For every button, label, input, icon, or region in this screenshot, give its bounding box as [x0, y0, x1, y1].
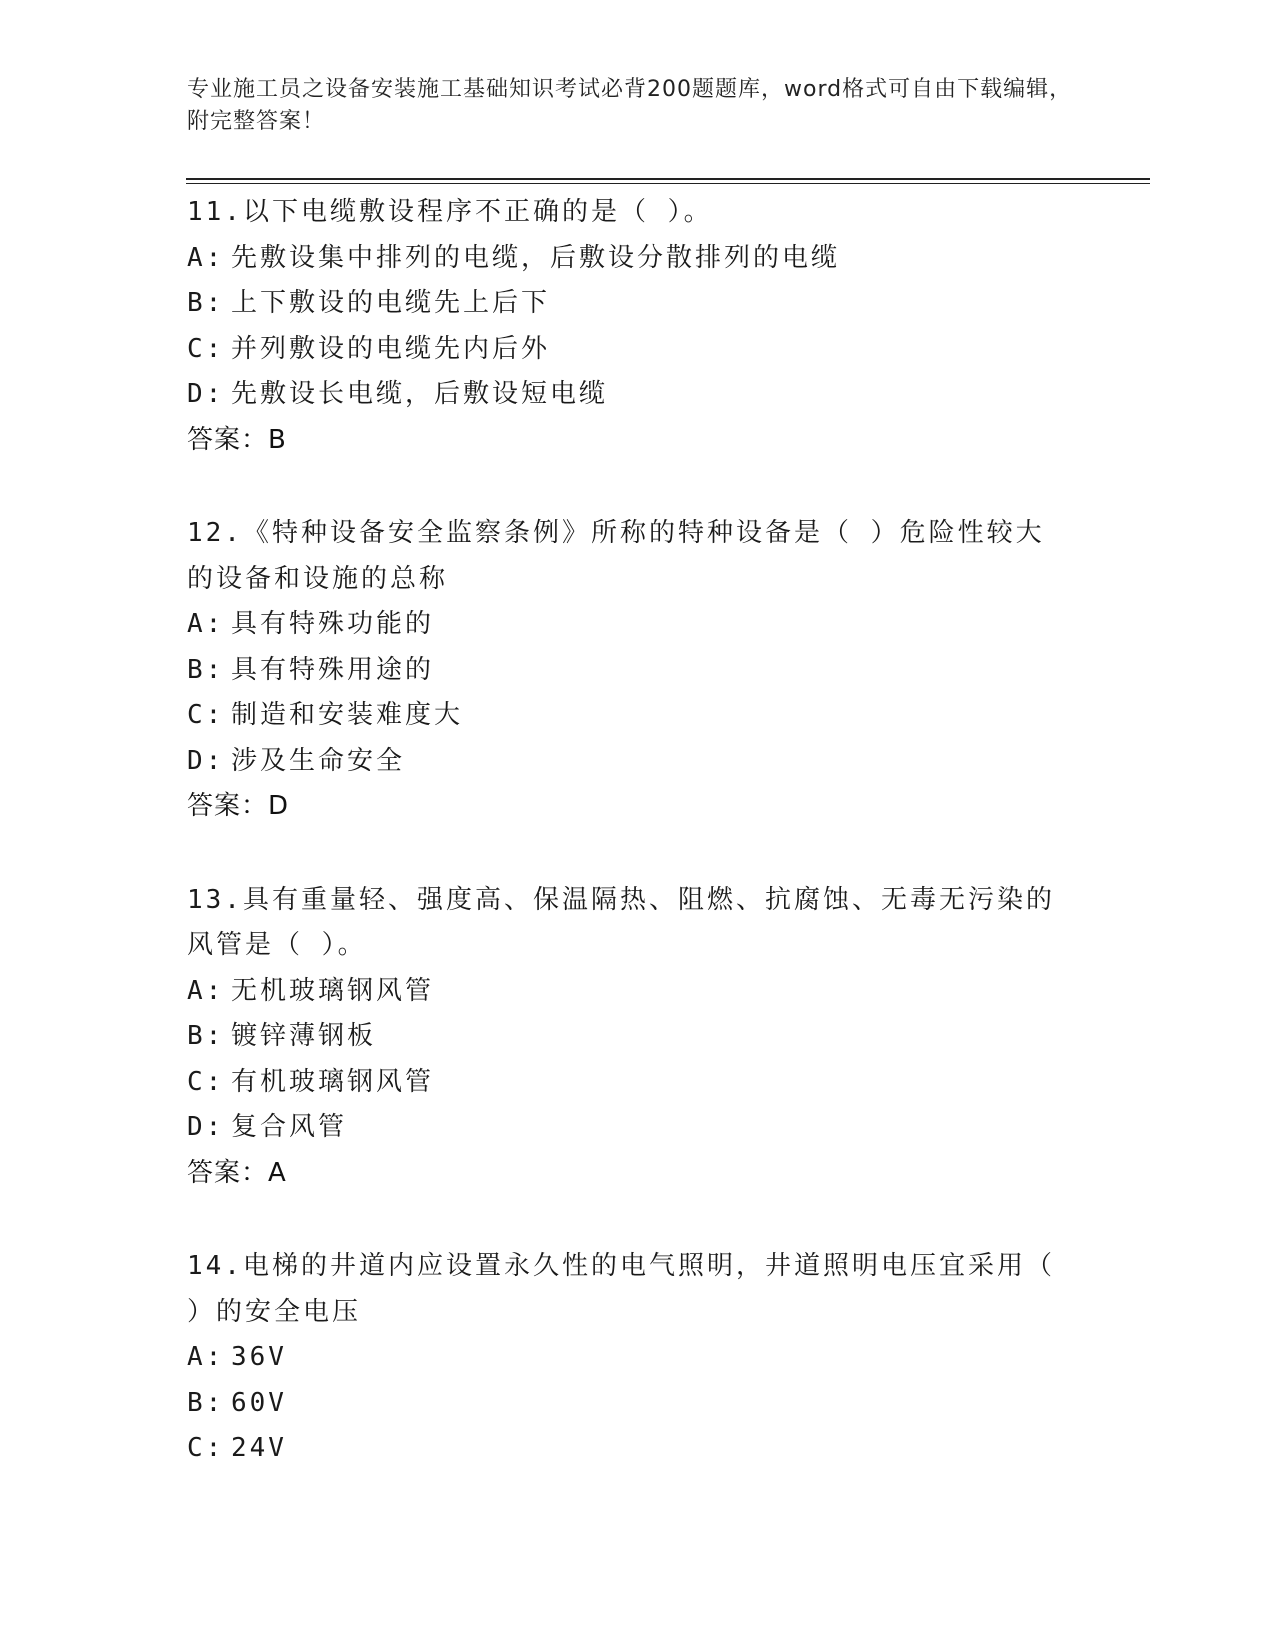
option-d [187, 1105, 1087, 1151]
option-letter: D: [187, 745, 225, 776]
option-d [187, 372, 1087, 418]
option-c [187, 327, 1087, 373]
header-divider-thick [186, 178, 1150, 180]
option-c [187, 1060, 1087, 1106]
option-b [187, 648, 1087, 694]
question-stem: 14.电梯的井道内应设置永久性的电气照明，井道照明电压宜采用（ ）的安全电压 [187, 1251, 1055, 1327]
option-letter: B: [187, 654, 225, 685]
option-a [187, 1335, 1087, 1381]
option-letter: C: [187, 333, 225, 364]
answer-line: 答案：B [187, 424, 287, 455]
option-text: 复合风管 [231, 1112, 348, 1142]
option-text: 36V [231, 1342, 287, 1372]
question-11 [187, 190, 1087, 463]
answer-line: 答案：A [187, 1157, 287, 1188]
option-text: 有机玻璃钢风管 [231, 1066, 435, 1097]
option-letter: C: [187, 1433, 225, 1463]
option-c [187, 1426, 1087, 1472]
question-12 [187, 511, 1087, 830]
option-letter: D: [187, 379, 225, 409]
option-letter: D: [187, 1112, 225, 1142]
header-divider-thin [186, 183, 1150, 184]
option-letter: A: [187, 1342, 225, 1372]
option-text: 制造和安装难度大 [231, 700, 464, 730]
option-text: 60V [231, 1387, 287, 1418]
option-c [187, 693, 1087, 739]
option-text: 具有特殊用途的 [231, 654, 435, 685]
option-letter: A: [187, 609, 225, 639]
question-14 [187, 1244, 1087, 1472]
option-b [187, 1014, 1087, 1060]
option-letter: B: [187, 1021, 225, 1051]
option-b [187, 1381, 1087, 1427]
option-text: 24V [231, 1433, 287, 1463]
option-text: 涉及生命安全 [231, 745, 406, 776]
option-d [187, 739, 1087, 785]
option-text: 具有特殊功能的 [231, 609, 435, 639]
question-13 [187, 878, 1087, 1197]
option-letter: C: [187, 1066, 225, 1097]
option-letter: C: [187, 700, 225, 730]
document-header: 专业施工员之设备安装施工基础知识考试必背200题题库，word格式可自由下载编辑，附完整答案！ [187, 77, 1073, 134]
option-text: 无机玻璃钢风管 [231, 975, 435, 1006]
option-b [187, 281, 1087, 327]
question-stem: 13.具有重量轻、强度高、保温隔热、阻燃、抗腐蚀、无毒无污染的风管是（ ）。 [187, 884, 1055, 960]
option-letter: A: [187, 242, 225, 273]
option-text: 镀锌薄钢板 [231, 1021, 377, 1051]
option-text: 先敷设长电缆，后敷设短电缆 [231, 379, 609, 409]
option-text: 并列敷设的电缆先内后外 [231, 333, 551, 364]
option-a [187, 602, 1087, 648]
option-a [187, 236, 1087, 282]
option-text: 上下敷设的电缆先上后下 [231, 288, 551, 318]
answer-line: 答案：D [187, 791, 290, 821]
option-letter: A: [187, 975, 225, 1006]
option-letter: B: [187, 288, 225, 318]
question-stem: 12.《特种设备安全监察条例》所称的特种设备是（ ）危险性较大的设备和设施的总称 [187, 518, 1045, 594]
option-a [187, 969, 1087, 1015]
question-stem: 11.以下电缆敷设程序不正确的是（ ）。 [187, 197, 713, 227]
option-text: 先敷设集中排列的电缆，后敷设分散排列的电缆 [231, 242, 841, 273]
question-list [187, 190, 1087, 1520]
option-letter: B: [187, 1387, 225, 1418]
